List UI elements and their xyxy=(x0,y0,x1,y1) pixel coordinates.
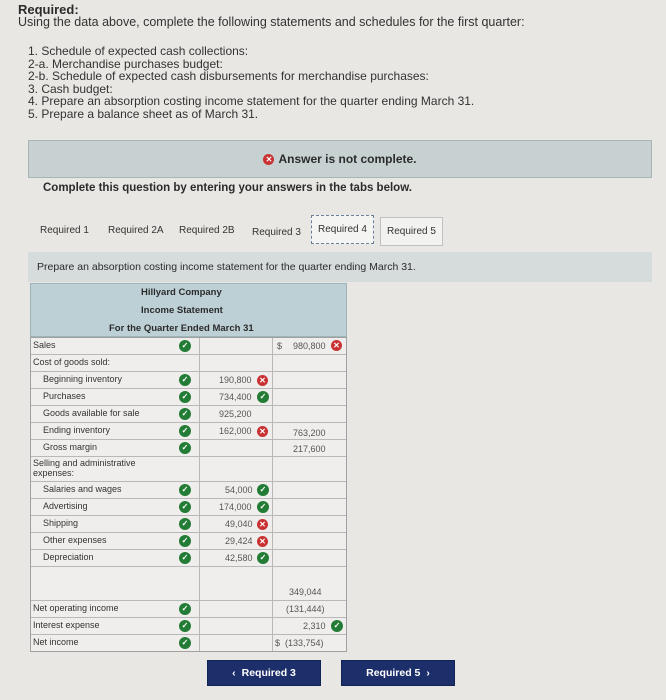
check-icon: ✓ xyxy=(257,501,269,513)
salaries-value[interactable]: 54,000 xyxy=(225,485,253,495)
row-label-salaries: Salaries and wages xyxy=(43,484,122,494)
tab-required-2a[interactable]: Required 2A xyxy=(108,225,164,236)
check-icon: ✓ xyxy=(257,552,269,564)
answer-status-text: Answer is not complete. xyxy=(278,152,417,166)
x-icon: ✕ xyxy=(257,375,268,386)
chevron-right-icon: › xyxy=(426,667,430,679)
interest-expense-value[interactable]: 2,310 xyxy=(303,621,326,631)
x-icon: ✕ xyxy=(257,519,268,530)
prev-tab-button[interactable] xyxy=(207,660,321,686)
row-label-gross-margin: Gross margin xyxy=(43,442,98,452)
row-label-sales: Sales xyxy=(33,340,56,350)
row-label-sga: Selling and administrative expenses: xyxy=(33,458,136,478)
tab-required-3[interactable]: Required 3 xyxy=(252,227,301,238)
row-label-ending-inventory: Ending inventory xyxy=(43,425,111,435)
check-icon: ✓ xyxy=(179,391,191,403)
check-icon: ✓ xyxy=(179,442,191,454)
required-item: 2-a. Merchandise purchases budget: xyxy=(28,56,223,71)
row-label-depreciation: Depreciation xyxy=(43,552,94,562)
task-instruction: Prepare an absorption costing income statement for the quarter ending March 31. xyxy=(28,252,652,282)
check-icon: ✓ xyxy=(257,391,269,403)
gross-margin-value[interactable]: 217,600 xyxy=(293,444,326,454)
check-icon: ✓ xyxy=(179,374,191,386)
row-label-purchases: Purchases xyxy=(43,391,86,401)
required-item: 3. Cash budget: xyxy=(28,81,113,96)
check-icon: ✓ xyxy=(179,484,191,496)
tab-required-1[interactable]: Required 1 xyxy=(40,225,89,236)
depreciation-value[interactable]: 42,580 xyxy=(225,553,253,563)
row-label-net-operating-income: Net operating income xyxy=(33,603,119,613)
other-expenses-value[interactable]: 29,424 xyxy=(225,536,253,546)
next-tab-button[interactable] xyxy=(341,660,455,686)
x-circle-icon: ✕ xyxy=(263,154,274,165)
prev-tab-label: Required 3 xyxy=(241,667,296,679)
check-icon: ✓ xyxy=(179,552,191,564)
instruction-text: Complete this question by entering your answers in the tabs below. xyxy=(43,182,412,194)
row-label-advertising: Advertising xyxy=(43,501,88,511)
check-icon: ✓ xyxy=(179,518,191,530)
row-label-cogs: Cost of goods sold: xyxy=(33,357,111,367)
advertising-value[interactable]: 174,000 xyxy=(219,502,252,512)
check-icon: ✓ xyxy=(179,340,191,352)
statement-period: For the Quarter Ended March 31 xyxy=(109,323,254,334)
check-icon: ✓ xyxy=(179,637,191,649)
beginning-inventory-value[interactable]: 190,800 xyxy=(219,375,252,385)
sales-value[interactable]: 980,800 xyxy=(293,341,326,351)
row-label-shipping: Shipping xyxy=(43,518,79,528)
check-icon: ✓ xyxy=(257,484,269,496)
currency-symbol: $ xyxy=(277,341,283,351)
check-icon: ✓ xyxy=(179,425,191,437)
shipping-value[interactable]: 49,040 xyxy=(225,519,253,529)
check-icon: ✓ xyxy=(179,408,191,420)
required-item: 1. Schedule of expected cash collections: xyxy=(28,44,249,58)
tab-required-2b[interactable]: Required 2B xyxy=(179,225,235,236)
next-tab-label: Required 5 xyxy=(366,667,421,679)
required-item: 2-b. Schedule of expected cash disbursements for merchandise purchases: xyxy=(28,69,429,83)
required-list xyxy=(28,45,474,120)
x-icon: ✕ xyxy=(257,536,268,547)
required-item: 4. Prepare an absorption costing income statement for the quarter ending March 31. xyxy=(28,94,475,108)
purchases-value[interactable]: 734,400 xyxy=(219,392,252,402)
currency-symbol: $ xyxy=(275,638,281,648)
income-statement-table xyxy=(30,337,347,652)
required-item: 5. Prepare a balance sheet as of March 31. xyxy=(28,106,259,121)
statement-header xyxy=(30,283,347,337)
check-icon: ✓ xyxy=(179,501,191,513)
check-icon: ✓ xyxy=(179,603,191,615)
row-label-goods-available: Goods available for sale xyxy=(43,408,140,418)
row-label-net-income: Net income xyxy=(33,637,79,647)
cogs-total-value[interactable]: 763,200 xyxy=(293,428,326,438)
net-operating-income-value[interactable]: (131,444) xyxy=(286,604,325,614)
check-icon: ✓ xyxy=(179,535,191,547)
check-icon: ✓ xyxy=(331,620,343,632)
x-icon: ✕ xyxy=(331,340,342,351)
statement-name: Income Statement xyxy=(141,305,223,316)
row-label-beginning-inventory: Beginning inventory xyxy=(43,374,123,384)
tab-required-4[interactable]: Required 4 xyxy=(311,215,374,244)
tab-required-5[interactable]: Required 5 xyxy=(380,217,443,246)
ending-inventory-value[interactable]: 162,000 xyxy=(219,426,252,436)
row-label-other-expenses: Other expenses xyxy=(43,535,107,545)
required-heading: Required: xyxy=(18,2,79,17)
answer-status-banner xyxy=(28,140,652,178)
row-label-interest-expense: Interest expense xyxy=(33,620,100,630)
required-subtitle: Using the data above, complete the following statements and schedules for the first quarter: xyxy=(18,15,525,29)
check-icon: ✓ xyxy=(179,620,191,632)
tab-bar xyxy=(28,212,652,250)
net-income-value[interactable]: (133,754) xyxy=(285,638,324,648)
company-name: Hillyard Company xyxy=(141,287,222,298)
chevron-left-icon: ‹ xyxy=(232,667,236,679)
goods-available-value[interactable]: 925,200 xyxy=(219,409,252,419)
sga-total-value[interactable]: 349,044 xyxy=(289,587,322,597)
x-icon: ✕ xyxy=(257,426,268,437)
